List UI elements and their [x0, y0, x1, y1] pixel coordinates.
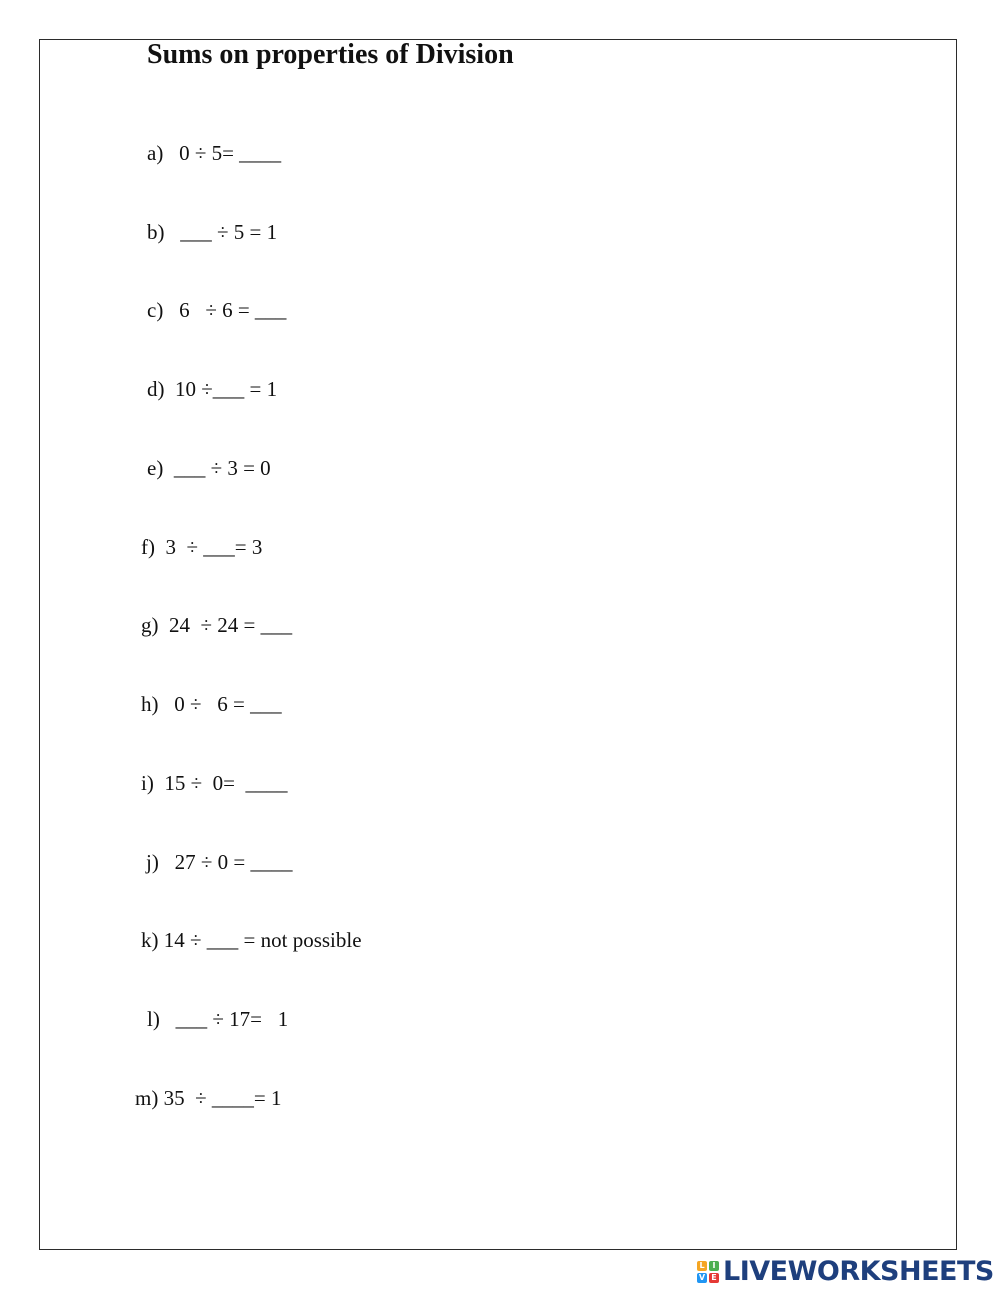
question-l: l) ___ ÷ 17= 1	[147, 1007, 289, 1031]
question-b: b) ___ ÷ 5 = 1	[147, 220, 278, 244]
question-c: c) 6 ÷ 6 = ___	[147, 298, 287, 322]
liveworksheets-logo	[697, 1257, 994, 1287]
logo-mark-icon	[697, 1261, 719, 1283]
question-e: e) ___ ÷ 3 = 0	[147, 456, 271, 480]
question-d: d) 10 ÷___ = 1	[147, 377, 278, 401]
question-a: a) 0 ÷ 5= ____	[147, 141, 282, 165]
logo-wordmark: LIVEWORKSHEETS	[723, 1256, 994, 1287]
page-title: Sums on properties of Division	[147, 39, 514, 70]
question-m: m) 35 ÷ ____= 1	[135, 1086, 282, 1110]
logo-mark-letter: L	[697, 1261, 707, 1271]
question-g: g) 24 ÷ 24 = ___	[141, 613, 293, 637]
question-k: k) 14 ÷ ___ = not possible	[141, 928, 362, 952]
question-h: h) 0 ÷ 6 = ___	[141, 692, 282, 716]
question-f: f) 3 ÷ ___= 3	[141, 535, 263, 559]
question-i: i) 15 ÷ 0= ____	[141, 771, 288, 795]
logo-mark-letter: I	[709, 1261, 719, 1271]
question-j: j) 27 ÷ 0 = ____	[146, 850, 293, 874]
logo-mark-letter: E	[709, 1273, 719, 1283]
logo-mark-letter: V	[698, 1273, 706, 1282]
